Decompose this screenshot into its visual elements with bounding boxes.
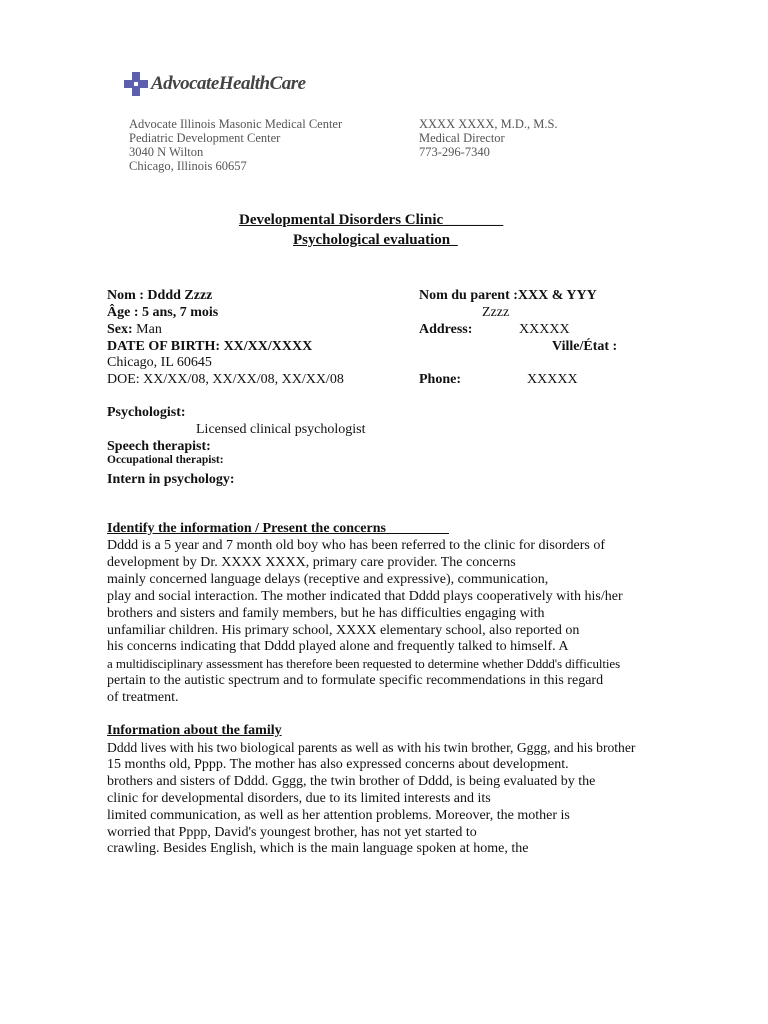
paragraph-line: pertain to the autistic spectrum and to formulate specific recommendations in this regard (107, 673, 604, 689)
paragraph-line: limited communication, as well as her attention problems. Moreover, the mother is (107, 807, 570, 823)
section-heading-family: Information about the family (107, 723, 282, 738)
document-title: Developmental Disorders Clinic________ (239, 212, 504, 228)
paragraph-line: brothers and sisters and family members, but he has difficulties engaging with (107, 605, 545, 621)
paragraph-line: development by Dr. XXXX XXXX, primary care provider. The concerns (107, 554, 516, 570)
paragraph-line: brothers and sisters of Dddd. Gggg, the twin brother of Dddd, is being evaluated by the (107, 773, 596, 789)
paragraph-line: 15 months old, Pppp. The mother has also expressed concerns about development. (107, 756, 569, 772)
address-label: Address: (419, 322, 473, 337)
patient-dob: DATE OF BIRTH: XX/XX/XXXX (107, 339, 313, 354)
psychologist-label: Psychologist: (107, 405, 186, 420)
paragraph-line: unfamiliar children. His primary school, XXXX elementary school, also reported on (107, 622, 580, 638)
family-paragraph (107, 740, 635, 858)
paragraph-line: Dddd is a 5 year and 7 month old boy who has been referred to the clinic for disorders of (107, 538, 606, 553)
phone-label: Phone: (419, 372, 461, 387)
document-subtitle: Psychological evaluation_ (293, 232, 458, 248)
section-heading-concerns: Identify the information / Present the concerns_________ (107, 521, 449, 536)
sex-value: Man (132, 322, 162, 337)
patient-doe: DOE: XX/XX/08, XX/XX/08, XX/XX/08 (107, 372, 344, 387)
paragraph-line: crawling. Besides English, which is the main language spoken at home, the (107, 841, 529, 857)
address-line: Chicago, Illinois 60657 (129, 159, 247, 173)
city-state-label: Ville/État : (552, 339, 618, 354)
phone-value: XXXXX (527, 372, 578, 387)
director-title: Medical Director (419, 131, 505, 145)
patient-city: Chicago, IL 60645 (107, 355, 212, 370)
address-line: Advocate Illinois Masonic Medical Center (129, 117, 343, 131)
paragraph-line: his concerns indicating that Dddd played alone and frequently talked to himself. A (107, 639, 569, 655)
paragraph-line: clinic for developmental disorders, due to its limited interests and its (107, 790, 491, 806)
logo (124, 72, 306, 96)
paragraph-line: of treatment. (107, 690, 179, 706)
address-value: XXXXX (519, 322, 570, 337)
patient-name: Nom : Dddd Zzzz (107, 288, 213, 303)
director-info (419, 117, 558, 159)
address-line: 3040 N Wilton (129, 145, 204, 159)
speech-therapist-label: Speech therapist: (107, 439, 211, 454)
paragraph-line: worried that Pppp, David's youngest brother, has not yet started to (107, 824, 477, 840)
parent-name: Nom du parent :XXX & YYY (419, 288, 597, 303)
intern-label: Intern in psychology: (107, 472, 235, 487)
clinic-address (129, 117, 342, 173)
patient-sex (107, 321, 162, 338)
director-name: XXXX XXXX, M.D., M.S. (419, 117, 558, 131)
patient-age: Âge : 5 ans, 7 mois (107, 305, 219, 320)
paragraph-line: play and social interaction. The mother indicated that Dddd plays cooperatively with his/her (107, 588, 623, 604)
sex-label: Sex: (107, 322, 133, 337)
occupational-therapist-label: Occupational therapist: (107, 454, 224, 466)
paragraph-line: mainly concerned language delays (receptive and expressive), communication, (107, 571, 549, 587)
cross-icon (124, 72, 148, 96)
paragraph-line: Dddd lives with his two biological parents as well as with his twin brother, Gggg, and his brother (107, 740, 636, 755)
paragraph-line: a multidisciplinary assessment has therefore been requested to determine whether Dddd's difficulties (107, 656, 621, 672)
director-phone: 773-296-7340 (419, 145, 490, 159)
address-line: Pediatric Development Center (129, 131, 281, 145)
psychologist-value: Licensed clinical psychologist (196, 422, 366, 437)
parent-name-line2: Zzzz (482, 305, 510, 320)
concerns-paragraph (107, 538, 623, 707)
logo-text: AdvocateHealthCare (151, 73, 306, 94)
